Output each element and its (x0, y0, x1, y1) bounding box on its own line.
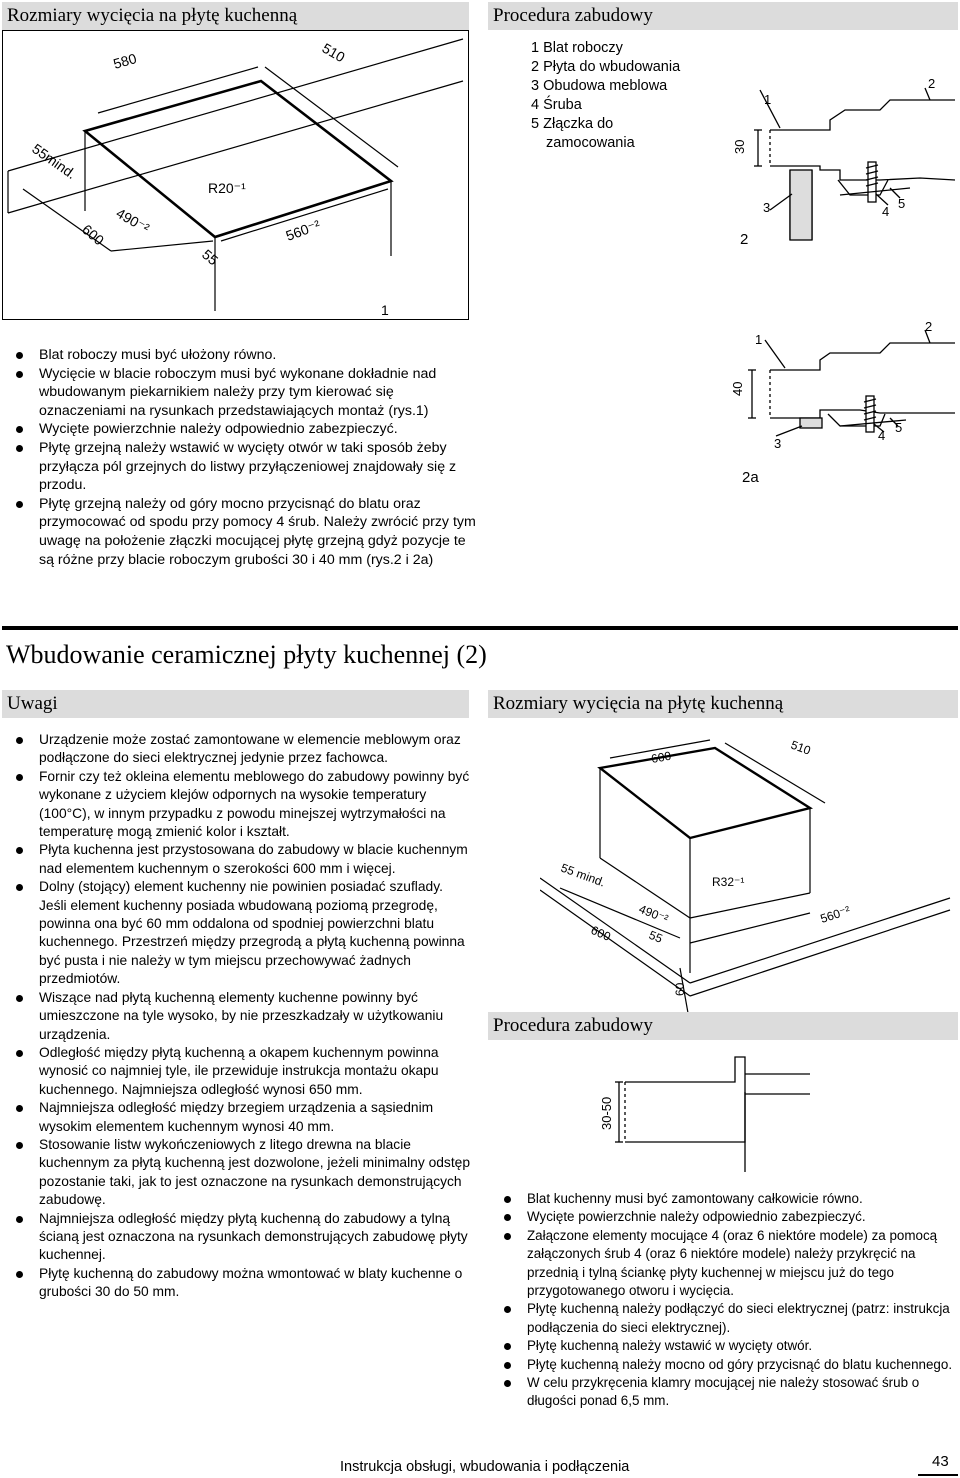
part-2-label: 2 (928, 76, 936, 91)
list-item: Płytę grzejną należy wstawić w wycięty otwór w taki sposób żeby przyłącza pól grzejnych do listwy przyłączeniowej znajdowały się z przodu. (6, 439, 476, 495)
installation-procedure-header-2: Procedura zabudowy (488, 1012, 958, 1040)
cutout-size-header: Rozmiary wycięcia na płytę kuchenną (2, 2, 469, 30)
dim-r20: R20⁻¹ (208, 180, 246, 196)
parts-legend (531, 39, 731, 153)
cutout-diagram-3d (540, 728, 955, 1018)
part-1-label: 1 (764, 92, 772, 107)
dim-510: 510 (788, 737, 813, 758)
installation-procedure-header: Procedura zabudowy (488, 2, 958, 30)
dim-60: 60 (673, 982, 687, 996)
list-item: Wycięte powierzchnie należy odpowiednio zabezpieczyć. (494, 1208, 956, 1226)
dim-600: 600 (79, 221, 108, 249)
cutout-size-header-2: Rozmiary wycięcia na płytę kuchenną (488, 690, 958, 718)
dim-490: 490⁻² (636, 901, 671, 927)
worktop-section-diagram (595, 1042, 815, 1182)
dim-55: 55 (646, 927, 665, 946)
dim-40: 40 (730, 381, 745, 396)
section-diagram-40 (730, 318, 958, 493)
dim-55mind: 55mind. (29, 140, 80, 183)
dim-30-50: 30-50 (599, 1096, 614, 1130)
part-4-label: 4 (878, 428, 886, 443)
dim-30: 30 (732, 139, 747, 154)
dim-560: 560⁻² (818, 903, 852, 926)
list-item: Płytę kuchenną należy wstawić w wycięty otwór. (494, 1337, 956, 1355)
dim-55mind: 55 mind. (558, 860, 608, 890)
list-item: Załączone elementy mocujące 4 (oraz 6 niektóre modele) za pomocą załączonych śrub 4 (oraz 6 niektóre modele) należy przykręcić na przednią i tylną ściankę płyty kuchennej w miejscu już do tego przygotowanego otworu i wycięcia. (494, 1227, 956, 1301)
list-item: Wiszące nad płytą kuchenną elementy kuchenne powinny być umieszczone na tyle wysoko, by nie przeszkadzały w użytkowaniu urządzenia. (6, 989, 471, 1044)
dim-510: 510 (319, 39, 348, 66)
list-item: Najmniejsza odległość między płytą kuchenną do zabudowy a tylną ścianą jest oznaczona na rysunkach demonstrujących zabudowę płyty kuchennej. (6, 1210, 471, 1265)
legend-item: 1 Blat roboczy (531, 40, 623, 56)
part-3-label: 3 (774, 436, 782, 451)
footer-rule (918, 1474, 958, 1476)
part-3-label: 3 (763, 200, 771, 215)
notes-list (6, 731, 471, 1302)
list-item: Fornir czy też okleina elementu meblowego do zabudowy powinny być wykonane z użyciem klejów odpornych na wysokie temperatury (100°C), w innym przypadku z powodu minejszej wytrzymałości na temperaturę mogą zmienić kolor i kształt. (6, 768, 471, 842)
legend-item: 5 Złączka do (531, 116, 614, 132)
dim-560: 560⁻² (283, 216, 323, 244)
list-item: W celu przykręcenia klamry mocującej nie należy stosować śrub o długości ponad 6,5 mm. (494, 1374, 956, 1411)
part-5-label: 5 (898, 196, 906, 211)
dim-490: 490⁻² (113, 204, 153, 237)
list-item: Urządzenie może zostać zamontowane w elemencie meblowym oraz podłączone do sieci elektrycznej jedynie przez fachowca. (6, 731, 471, 768)
cutout-instructions-list (6, 346, 476, 569)
dim-r32: R32⁻¹ (712, 875, 745, 889)
section-divider (2, 626, 958, 630)
cutout-diagram-1 (2, 30, 469, 320)
dim-600-depth: 600 (588, 922, 613, 944)
list-item: Blat roboczy musi być ułożony równo. (6, 346, 476, 365)
list-item: Dolny (stojący) element kuchenny nie powinien posiadać szuflady. Jeśli element kuchenny posiada wbudowaną poziomą przegrodę, powinna ona być 60 mm oddalona od spodniej powierzchni blatu kuchennego. Przestrzeń między przegrodą a płytą kuchenną powinna być pusta i nie należy w tym miejscu przechowywać żadnych przedmiotów. (6, 878, 471, 988)
figure-number-1: 1 (381, 302, 389, 318)
part-5-label: 5 (895, 420, 903, 435)
part-1-label: 1 (755, 332, 763, 347)
legend-item: 4 Śruba (531, 97, 582, 113)
list-item: Stosowanie listw wykończeniowych z litego drewna na blacie kuchennym za płytą kuchenną jest dozwolone, jeżeli minimalny odstęp pozostanie taki, jak to jest oznaczone na rysunkach demonstrujących zabudowę. (6, 1136, 471, 1210)
dim-580: 580 (111, 50, 139, 72)
legend-item: 3 Obudowa meblowa (531, 78, 668, 94)
figure-number-2: 2 (740, 231, 749, 248)
section-diagram-30 (730, 70, 958, 255)
procedure-list (494, 1190, 956, 1411)
list-item: Płytę kuchenną do zabudowy można wmontować w blaty kuchenne o grubości 30 do 50 mm. (6, 1265, 471, 1302)
page-number: 43 (932, 1453, 949, 1470)
part-2-label: 2 (925, 319, 933, 334)
list-item: Płytę grzejną należy od góry mocno przycisnąć do blatu oraz przymocować od spodu przy pomocy 4 śrub. Należy zwrócić przy tym uwagę na położenie złączki mocującej płytę grzejną gdyż pozycje te są różne przy blacie roboczym grubości 30 i 40 mm (rys.2 i 2a) (6, 495, 476, 569)
list-item: Blat kuchenny musi być zamontowany całkowicie równo. (494, 1190, 956, 1208)
list-item: Odległość między płytą kuchenną a okapem kuchennym powinna wynosić co najmniej tyle, ile przewiduje instrukcja montażu okapu kuchennego. Najmniejsza odległość wynosi 650 mm. (6, 1044, 471, 1099)
dim-55: 55 (199, 246, 222, 269)
figure-number-2a: 2a (742, 469, 759, 486)
part-4-label: 4 (882, 204, 890, 219)
list-item: Wycięcie w blacie roboczym musi być wykonane dokładnie nad wbudowanym piekarnikiem należy przy tym kierować się oznaczeniami na rysunkach przedstawiających montaż (rys.1) (6, 365, 476, 421)
list-item: Płytę kuchenną należy podłączyć do sieci elektrycznej (patrz: instrukcja podłączenia do sieci elektrycznej). (494, 1300, 956, 1337)
list-item: Płytę kuchenną należy mocno od góry przycisnąć do blatu kuchennego. (494, 1356, 956, 1374)
legend-item: zamocowania (546, 135, 635, 151)
list-item: Najmniejsza odległość między brzegiem urządzenia a sąsiednim wysokim elementem kuchennym wynosi 40 mm. (6, 1099, 471, 1136)
notes-header: Uwagi (2, 690, 469, 718)
dim-600: 600 (650, 748, 673, 766)
list-item: Wycięte powierzchnie należy odpowiednio zabezpieczyć. (6, 420, 476, 439)
footer-title: Instrukcja obsługi, wbudowania i podłączenia (340, 1459, 630, 1475)
list-item: Płyta kuchenna jest przystosowana do zabudowy w blacie kuchennym nad elementem kuchennym o szerokości 600 mm i więcej. (6, 841, 471, 878)
legend-item: 2 Płyta do wbudowania (531, 59, 681, 75)
section-title: Wbudowanie ceramicznej płyty kuchennej (2) (6, 640, 487, 669)
